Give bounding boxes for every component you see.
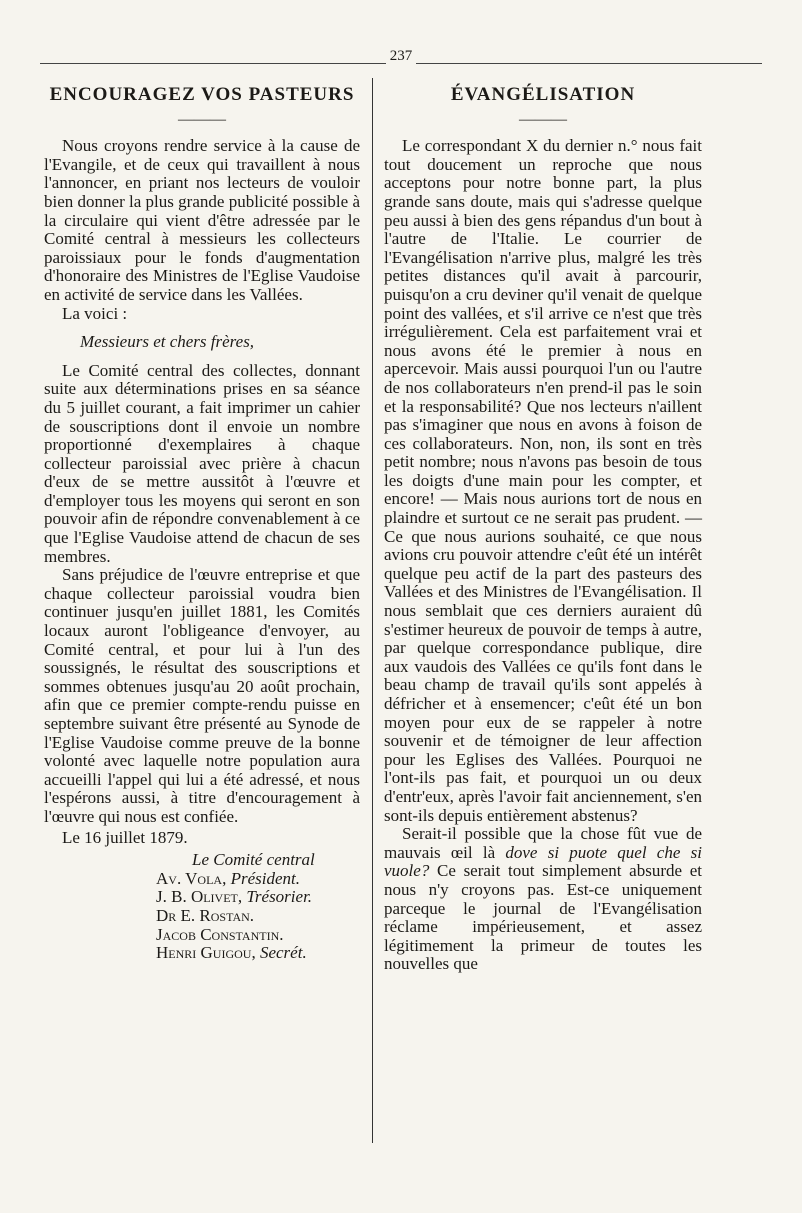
right-column bbox=[384, 78, 702, 974]
heading-dash: ——— bbox=[178, 110, 226, 128]
signatory: J. B. Olivet, Trésorier. bbox=[156, 887, 313, 907]
intro-paragraph: Nous croyons rendre service à la cause de l'Evangile, et de ceux qui travaillent à nous l'annoncer, en priant nos lecteurs de vouloir bien donner la plus grande publicité possible à la circulaire qui vient d'être adressée par le Comité central à messieurs les collecteurs paroissiaux pour le fonds d'augmentation d'honoraire des Ministres de l'Eglise Vaudoise en activité de service dans les Vallées. bbox=[44, 136, 360, 304]
page-number: 237 bbox=[0, 48, 802, 65]
salutation: Messieurs et chers frères, bbox=[80, 332, 255, 352]
circular-paragraph-1: Le Comité central des collectes, donnant suite aux déterminations prises en sa séance du 5 juillet courant, a fait imprimer un cahier de souscriptions dont il envoie un nombre proportionné d'exemplaires à chaque collecteur paroissial avec prière à chacun d'eux de se mettre aussitôt à l'œuvre et d'employer tous les moyens qui seront en son pouvoir afin de répondre convenablement à ce que l'Eglise Vaudoise attend de chacun de ses membres. bbox=[44, 360, 360, 566]
left-column bbox=[44, 78, 360, 963]
evangelisation-paragraph-1: Le correspondant X du dernier n.° nous fait tout doucement un reproche que nous acceptons pour notre bonne part, la plus grande sans doute, mais qui s'adresse quelque peu aussi à bien des gens répandus d'un bout à l'autre de l'Italie. Le courrier de l'Evangélisation n'arrive plus, malgré les très petites distances qu'il avait à parcourir, puisqu'on a cru deviner qu'il venait de quelque point des vallées, et s'il arrive ce n'est que très irrégulièrement. Cela est parfaitement vrai et nous avons été le premier à nous en apercevoir. Mais aussi pourquoi l'un ou l'autre de nos collaborateurs n'en prend-il pas le soin et la responsabilité? Que nos lecteurs n'aillent pas s'imaginer que nous en avons à foison de ces collaborateurs. Non, non, ils sont en très petit nombre; nous n'avons pas besoin de tous les doigts d'une main pour les compter, et encore! — Mais nous aurions tort de nous en plaindre et surtout ce ne serait pas prudent. — Ce que nous aurions souhaité, ce que nous avions cru pouvoir attendre c'eût été un intérêt quelque peu actif de la part des pasteurs des Vallées et des Ministres de l'Evangélisation. Il nous semblait que ces derniers auraient dû s'estimer heureux de pouvoir de temps à autre, par quelque correspondance publique, dire aux vaudois des Vallées ce qu'ils font dans le beau champ de travail qu'ils sont appelés à défricher et à ensemencer; c'eût été un bon moyen pour eux de se rappeler à notre souvenir et de témoigner de leur affection pour les Eglises des Vallées. Pourquoi ne l'ont-ils pas fait, et pourquoi un ou deux d'entr'eux, après l'avoir fait anciennement, s'en sont-ils depuis entièrement abstenus? bbox=[384, 136, 702, 825]
signatory: Dr E. Rostan. bbox=[156, 905, 255, 925]
italian-quote: dove si puote quel che si vuole? bbox=[384, 842, 702, 881]
committee-title: Le Comité central bbox=[192, 850, 315, 870]
article-heading-evangelisation: ÉVANGÉLISATION bbox=[450, 84, 636, 105]
circular-paragraph-2: Sans préjudice de l'œuvre entreprise et que chaque collecteur paroissial voudra bien continuer jusqu'en juillet 1881, les Comités locaux auront l'obligeance d'envoyer, au Comité central, et pour lui à l'un des soussignés, le résultat des souscriptions et sommes obtenues jusqu'au 20 août prochain, afin que ce premier compte-rendu puisse en septembre suivant être présenté au Synode de l'Eglise Vaudoise comme preuve de la bonne volonté avec laquelle notre population aura accueilli l'appel qui lui a été adressé, et nous l'espérons aussi, à titre d'encouragement à l'œuvre qui nous est confiée. bbox=[44, 565, 360, 826]
heading-dash: ——— bbox=[519, 110, 567, 128]
date-line: Le 16 juillet 1879. bbox=[62, 827, 188, 847]
signatory: Jacob Constantin. bbox=[156, 924, 284, 944]
column-divider bbox=[372, 78, 373, 1143]
signatory: Av. Vola, Président. bbox=[156, 868, 300, 888]
voici-line: La voici : bbox=[62, 303, 128, 323]
article-heading-encouragez: ENCOURAGEZ VOS PASTEURS bbox=[49, 84, 355, 105]
signatory: Henri Guigou, Secrét. bbox=[156, 943, 307, 963]
evangelisation-paragraph-2: Serait-il possible que la chose fût vue de mauvais œil là dove si puote quel che si vuole? Ce serait tout simplement absurde et nous n'y croyons pas. Est-ce uniquement parceque le journal de l'Evangélisation réclame impérieusement, et assez légitimement la primeur de toutes les nouvelles que bbox=[384, 824, 702, 974]
